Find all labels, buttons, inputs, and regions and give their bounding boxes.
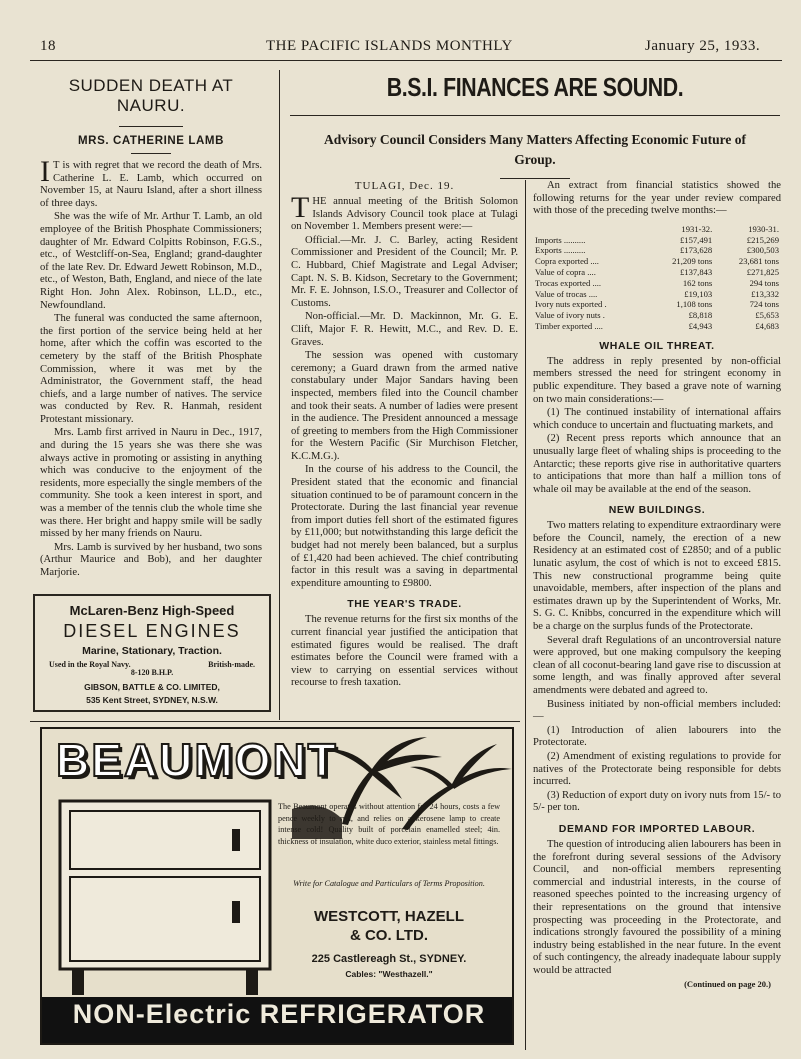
ad-line: Marine, Stationary, Traction.	[82, 645, 222, 657]
article-paragraph: The session was opened with customary ceremony; a Guard drawn from the armed native constabulary under Major Sandars having been inspected, members filed into the Council chamber and took their seats. A number of ladies were present in the audience. The President announced a message of greeting to members from the High Commissioner for the Western Pacific (Sir Murchison Fletcher, K.C.M.G.).	[291, 350, 518, 462]
article-paragraph: Non-official.—Mr. D. Mackinnon, Mr. G. E. Clift, Major F. R. Hewitt, M.C., and Rev. D. E. Graves.	[291, 311, 518, 348]
article-paragraph: Business initiated by non-official members included:—	[533, 698, 781, 723]
main-column-2	[533, 180, 781, 989]
table-row	[533, 289, 781, 300]
continued-note: (Continued on page 20.)	[684, 979, 771, 990]
table-cell: £8,818	[688, 310, 713, 321]
table-cell: £4,683	[755, 320, 779, 331]
article-subhead: MRS. CATHERINE LAMB	[78, 135, 224, 147]
table-cell: 21,209 tons	[672, 256, 713, 267]
door-handle	[232, 901, 240, 923]
refrigerator-leg	[246, 969, 258, 995]
ad-line: 8-120 B.H.P.	[130, 668, 174, 677]
article-paragraph: Official.—Mr. J. C. Barley, acting Resident Commissioner and President of the Council; Mr. P. C. Hubbard, Chief Magistrate and Legal Adviser; Capt. N. S. B. Kidson, Secretary to the Government; Mr. F. E. Johnson, I.S.O., Treasurer and Collector of Customs.	[291, 234, 518, 309]
table-cell: £271,825	[746, 266, 779, 277]
table-header: 1931-32.	[681, 223, 713, 234]
drop-cap: T	[291, 191, 310, 224]
article-paragraph: The funeral was conducted the same afternoon, the first portion of the service being held at her home, after which the coffin was escorted to the cemetery by the staff of the British Phosphate Commission, where it was met by the Administrator, the Government staff, the head chiefs, and a large number of natives. The service was conducted by Rev. R. Hanmah, resident Protestant missionary.	[40, 313, 262, 425]
refrigerator-body	[60, 801, 270, 969]
table-row-label: Copra exported ....	[535, 256, 599, 267]
table-row	[533, 235, 781, 246]
financial-statistics-table	[533, 224, 781, 332]
table-header-row	[533, 224, 781, 235]
ad-body: The Beaumont operates without attention for 24 hours, costs a few pence weekly to run, and relies on a kerosene lamp to create intense cold! Quality built of porcelain enamelled steel; 4in. thickness of insulation, white duco exterior, stainless metal fittings.	[278, 802, 500, 846]
divider	[131, 153, 171, 154]
refrigerator-leg	[72, 969, 84, 995]
issue-date: January 25, 1933.	[645, 38, 761, 54]
article-paragraph: She was the wife of Mr. Arthur T. Lamb, an old employee of the British Phosphate Commissioners; daughter of Mr. Edward Colpitts Robinson, F.G.S., etc., of Westcliff-on-Sea, England; grand-daughter of the late Rev. Dr. Edward Jewett Robinson, M.D., etc., of Weston, Bath, England, and niece of the late Right Hon. John Alex. Robinson, LL.D., etc., Newfoundland.	[40, 211, 262, 311]
article-paragraph: (1) Introduction of alien labourers into the Protectorate.	[533, 724, 781, 749]
table-cell: £4,943	[688, 320, 713, 331]
diesel-engines-ad	[33, 594, 271, 712]
article-paragraph: Two matters relating to expenditure extraordinary were before the Council, namely, the erection of a new Residency at an estimated cost of £2850; and of a public lunatic asylum, the cost of which is not to exceed £815. This new constructional programme being quite unavoidable, members, after inspection of the plans and estimates drawn up by the Superintendent of Works, Mr. S. G. C. Knibbs, concurred in the expenditure which will be a charge on the surplus funds of the Protectorate.	[533, 520, 781, 633]
article-paragraph: The address in reply presented by non-official members stressed the need for stringent economy in public expenditure. They based a grave note of warning on two main considerations:—	[533, 355, 781, 405]
drop-cap: I	[40, 155, 50, 188]
main-column-1	[291, 180, 518, 691]
ad-line: McLaren-Benz High-Speed	[69, 603, 235, 618]
table-row	[533, 245, 781, 256]
table-row	[533, 321, 781, 332]
article-paragraph: Several draft Regulations of an uncontroversial nature were approved, but one making compulsory the keeping clean of all coconut-bearing land gave rise to discussion at some length, and was finally approved after several amendments were debated and agreed to.	[533, 634, 781, 696]
article-paragraph: Mrs. Lamb is survived by her husband, two sons (Arthur Maurice and Bob), and her daughter Marjorie.	[40, 541, 262, 578]
table-row-label: Trocas exported ....	[535, 277, 602, 288]
column-rule	[525, 180, 526, 1050]
section-heading: WHALE OIL THREAT.	[599, 339, 715, 352]
table-cell: £137,843	[679, 266, 713, 277]
ad-headline: DIESEL ENGINES	[63, 621, 241, 641]
ad-line: 535 Kent Street, SYDNEY, N.S.W.	[86, 695, 218, 705]
ad-cables: Cables: "Westhazell."	[345, 969, 433, 979]
article-paragraph: (1) The continued instability of international affairs which conduce to uncertain and fluctuating markets, and	[533, 407, 781, 431]
header-rule	[30, 60, 782, 61]
table-cell: £19,103	[684, 288, 713, 299]
table-row	[533, 256, 781, 267]
table-cell: £13,332	[751, 288, 779, 299]
section-heading: THE YEAR'S TRADE.	[347, 598, 462, 611]
table-cell: 724 tons	[749, 299, 779, 310]
ad-line: Used in the Royal Navy. British-made.	[49, 660, 255, 669]
article-paragraph: (2) Recent press reports which announce that an unusually large fleet of whaling ships is proceeding to the Antarctic; these reports give rise in authoritative quarters to anticipations that more than half a million tons of whale oil may be available at the end of the season.	[533, 433, 781, 495]
article-paragraph: In the course of his address to the Council, the President stated that the economic and financial situation continued to be of paramount concern in the Protectorate. During the last financial year revenue from import duties fell short of the estimated figures by £11,000; but notwithstanding this large deficit the budget had not merely been balanced, but a surplus of £1,420 had been achieved. The chief contributing factor in this result was a saving in departmental expenditure amounting to £9800.	[291, 464, 518, 589]
left-article	[40, 76, 262, 581]
table-row-label: Ivory nuts exported .	[535, 299, 607, 310]
divider	[30, 721, 520, 722]
table-header: 1930-31.	[748, 223, 779, 234]
ad-footer-slogan: NON-Electric REFRIGERATOR	[72, 999, 486, 1029]
table-row-label: Value of trocas ....	[535, 288, 598, 299]
table-row-label: Exports ..........	[535, 245, 586, 256]
table-cell: £157,491	[679, 234, 713, 245]
ad-cta: Write for Catalogue and Particulars of Terms Proposition.	[293, 879, 485, 888]
article-paragraph: (2) Amendment of existing regulations to provide for natives of the Protectorate being responsible for debts incurred.	[533, 750, 781, 788]
table-cell: £215,269	[746, 234, 779, 245]
table-cell: 162 tons	[682, 277, 713, 288]
table-cell: £173,628	[679, 245, 713, 256]
masthead-title: THE PACIFIC ISLANDS MONTHLY	[266, 38, 513, 54]
section-heading: DEMAND FOR IMPORTED LABOUR.	[558, 822, 756, 835]
divider	[500, 178, 570, 179]
article-paragraph: The revenue returns for the first six months of the current financial year justified the anticipation that estimated figures would be realised. The draft estimates before the Council were framed with a view to carrying on essential services without recourse to fresh taxation.	[291, 614, 518, 689]
ad-address: 225 Castlereagh St., SYDNEY.	[311, 953, 467, 965]
article-paragraph: Mrs. Lamb first arrived in Nauru in Dec., 1917, and during the 15 years she was there she was always active in promoting or assisting in anything which was conducive to the enjoyment of the residents, more especially the single members of the community. She took a keen interest in sport, and was a member of the tennis club the whole time she was there. Her bright and happy smile will be sadly missed by her many friends on Nauru.	[40, 427, 262, 540]
column-rule	[279, 70, 280, 720]
table-cell: £5,653	[755, 310, 779, 321]
table-cell: 23,681 tons	[738, 256, 779, 267]
table-cell: £300,503	[746, 245, 779, 256]
beaumont-refrigerator-ad	[40, 727, 514, 1045]
table-row	[533, 278, 781, 289]
main-headline: B.S.I. FINANCES ARE SOUND.	[386, 72, 684, 102]
article-paragraph: The question of introducing alien labourers has been in the forefront during several sessions of the Advisory Council, and non-official members representing commercial and industrial interests, in the course of reasoned speeches pointed to the increasing urgency of their representations on the ground that intensive prospecting was proceeding in the Protectorate, and indications strongly favoured the possibility of a mining industry being established in the near future. In the event of such contingency, the already inadequate labour supply would be attracted	[533, 838, 781, 976]
article-paragraph: I T is with regret that we record the death of Mrs. Catherine L. E. Lamb, which occurred on November 15, at Nauru Island, after a short illness of three days.	[40, 155, 262, 209]
door-handle	[232, 829, 240, 851]
table-row-label: Timber exported ....	[535, 320, 603, 331]
main-article-header	[290, 72, 780, 179]
dateline: TULAGI, Dec. 19.	[354, 180, 455, 192]
section-heading: NEW BUILDINGS.	[608, 504, 706, 517]
ad-line: GIBSON, BATTLE & CO. LIMITED,	[84, 682, 220, 692]
table-row-label: Value of ivory nuts .	[535, 310, 605, 321]
article-headline: SUDDEN DEATH AT NAURU.	[68, 76, 234, 115]
table-cell: 1,108 tons	[676, 299, 713, 310]
main-subhead: Advisory Council Considers Many Matters Affecting Economic Future of Group.	[324, 132, 746, 167]
table-row-label: Imports ..........	[535, 234, 586, 245]
page-number: 18	[40, 38, 56, 54]
brand-wordmark: BEAUMONT	[56, 734, 338, 786]
table-cell: 294 tons	[749, 277, 779, 288]
article-paragraph: (3) Reduction of export duty on ivory nuts from 15/- to 5/- per ton.	[533, 789, 781, 814]
table-row	[533, 267, 781, 278]
article-paragraph: An extract from financial statistics showed the following returns for the year under review compared with those of the preceding twelve months:—	[533, 180, 781, 217]
table-row-label: Value of copra ....	[535, 266, 596, 277]
article-paragraph: THE annual meeting of the British Solomon Islands Advisory Council took place at Tulagi on November 1. Members present were:—	[291, 191, 518, 233]
divider	[290, 115, 780, 116]
divider	[119, 126, 183, 127]
table-row	[533, 299, 781, 310]
table-row	[533, 310, 781, 321]
ad-company: WESTCOTT, HAZELL & CO. LTD.	[314, 908, 464, 944]
